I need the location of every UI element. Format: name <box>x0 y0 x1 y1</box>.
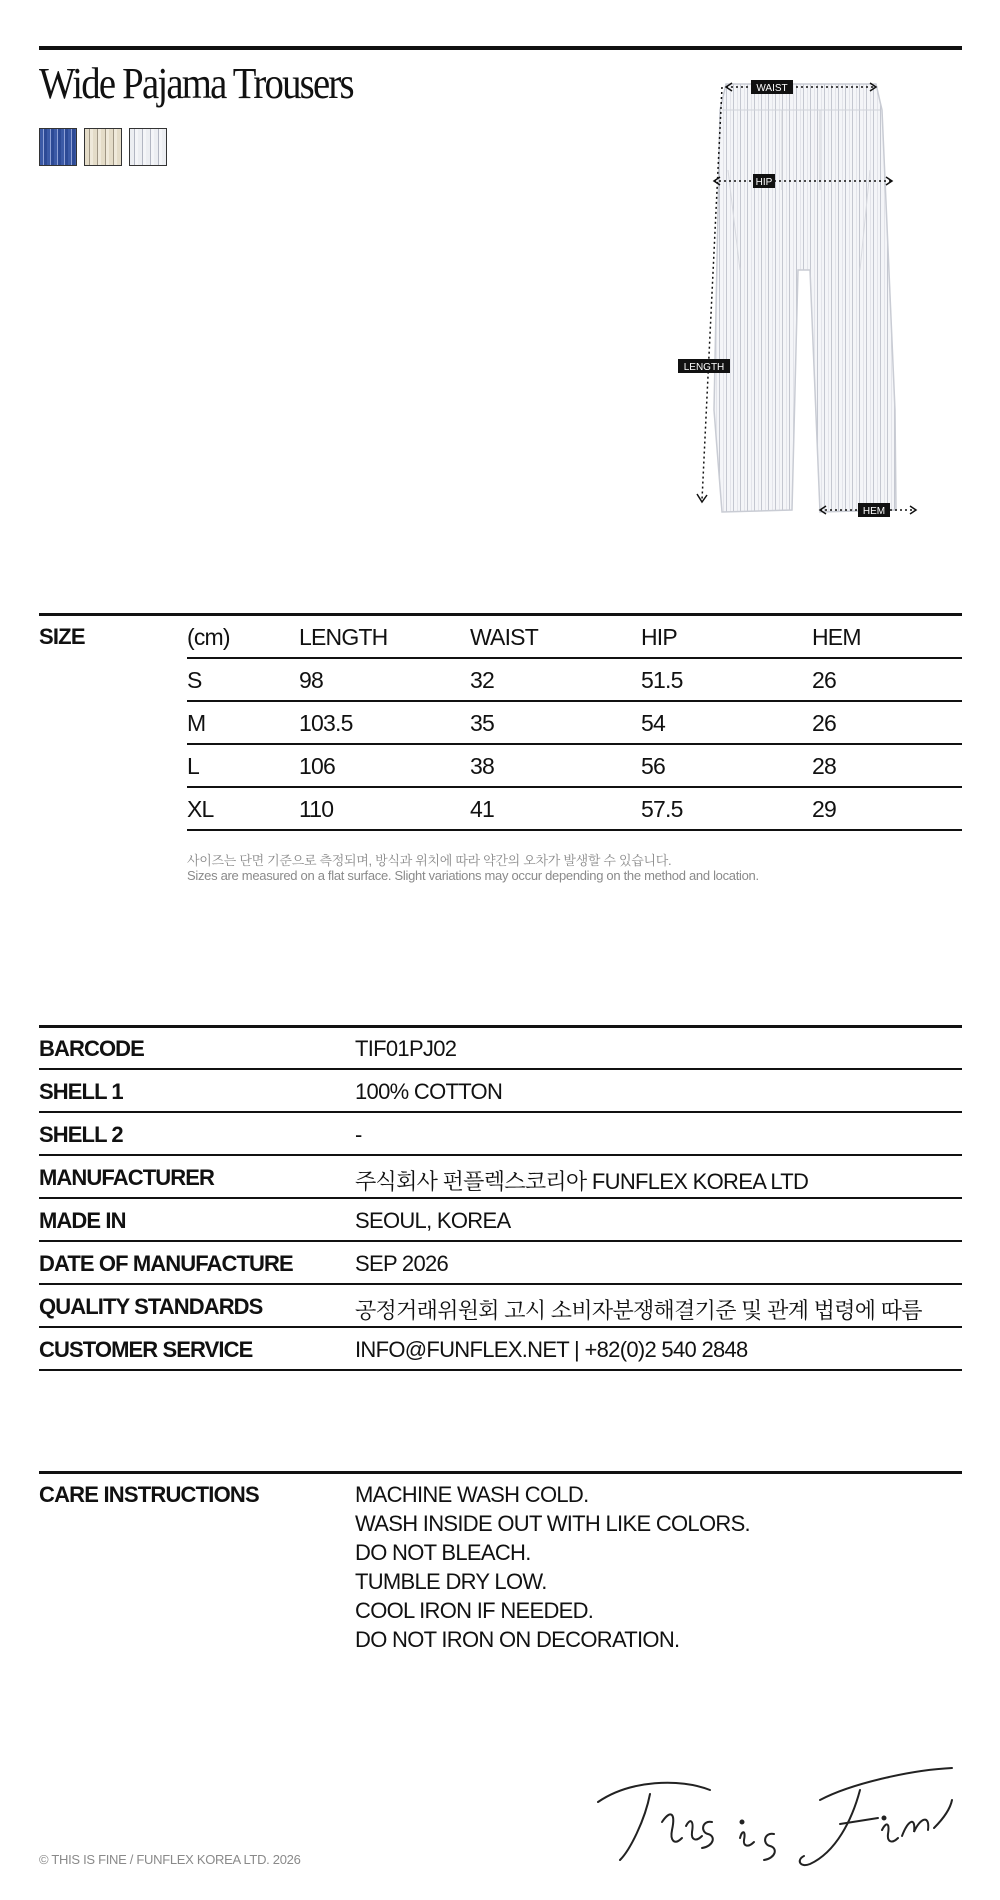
info-label-shell-2: SHELL 2 <box>39 1122 123 1147</box>
info-table-top-rule <box>39 1025 962 1028</box>
info-row-divider <box>39 1068 962 1070</box>
color-swatches <box>39 128 167 166</box>
info-row-divider <box>39 1197 962 1199</box>
size-cell: 57.5 <box>641 796 683 822</box>
info-row-divider <box>39 1240 962 1242</box>
info-row-divider <box>39 1154 962 1156</box>
info-table-bottom-rule <box>39 1369 962 1371</box>
size-section-label: SIZE <box>39 624 85 649</box>
info-value-shell-2: - <box>355 1122 362 1147</box>
info-label-customer-service: CUSTOMER SERVICE <box>39 1337 253 1362</box>
info-value-shell-1: 100% COTTON <box>355 1079 503 1104</box>
size-cell: 51.5 <box>641 667 683 693</box>
size-table-bottom-rule <box>187 829 962 831</box>
info-value-quality-standards: 공정거래위원회 고시 소비자분쟁해결기준 및 관계 법령에 따름 <box>355 1298 922 1323</box>
care-line: COOL IRON IF NEEDED. <box>355 1598 594 1623</box>
size-header-hip: HIP <box>641 624 677 650</box>
size-cell: XL <box>187 796 214 822</box>
care-section-label: CARE INSTRUCTIONS <box>39 1482 259 1507</box>
size-cell: 103.5 <box>299 710 353 736</box>
info-label-made-in: MADE IN <box>39 1208 126 1233</box>
product-title: Wide Pajama Trousers <box>39 59 353 108</box>
size-header-waist: WAIST <box>470 624 538 650</box>
size-cell: 98 <box>299 667 323 693</box>
size-cell: 32 <box>470 667 494 693</box>
size-cell: 106 <box>299 753 335 779</box>
size-header-hem: HEM <box>812 624 861 650</box>
size-note-english: Sizes are measured on a flat surface. Slight variations may occur depending on the method and location. <box>187 868 759 883</box>
info-label-barcode: BARCODE <box>39 1036 144 1061</box>
info-value-made-in: SEOUL, KOREA <box>355 1208 511 1233</box>
swatch-beige-stripe[interactable] <box>84 128 122 166</box>
size-cell: 35 <box>470 710 494 736</box>
info-value-barcode: TIF01PJ02 <box>355 1036 457 1061</box>
size-header-length: LENGTH <box>299 624 388 650</box>
size-row-divider <box>187 657 962 659</box>
hip-label: HIP <box>755 177 773 188</box>
size-cell: 54 <box>641 710 665 736</box>
info-value-customer-service[interactable]: INFO@FUNFLEX.NET | +82(0)2 540 2848 <box>355 1337 748 1362</box>
size-cell: 26 <box>812 710 836 736</box>
care-line: WASH INSIDE OUT WITH LIKE COLORS. <box>355 1511 750 1536</box>
size-note-korean: 사이즈는 단면 기준으로 측정되며, 방식과 위치에 따라 약간의 오차가 발생할 수 있습니다. <box>187 853 672 868</box>
info-value-manufacturer: 주식회사 펀플렉스코리아 FUNFLEX KOREA LTD <box>355 1169 809 1194</box>
trousers-measurement-diagram <box>670 70 940 530</box>
swatch-blue-stripe[interactable] <box>39 128 77 166</box>
trousers-illustration <box>714 84 896 512</box>
size-cell: 41 <box>470 796 494 822</box>
care-line: TUMBLE DRY LOW. <box>355 1569 547 1594</box>
info-row-divider <box>39 1326 962 1328</box>
top-rule <box>39 46 962 50</box>
care-line: MACHINE WASH COLD. <box>355 1482 589 1507</box>
care-line: DO NOT IRON ON DECORATION. <box>355 1627 680 1652</box>
care-line: DO NOT BLEACH. <box>355 1540 531 1565</box>
size-cell: L <box>187 753 199 779</box>
size-cell: 38 <box>470 753 494 779</box>
size-cell: 28 <box>812 753 836 779</box>
size-row-divider <box>187 700 962 702</box>
info-label-manufacturer: MANUFACTURER <box>39 1165 214 1190</box>
brand-signature-logo <box>590 1760 960 1880</box>
footer-copyright: © THIS IS FINE / FUNFLEX KOREA LTD. 2026 <box>39 1852 301 1867</box>
size-header-unit: (cm) <box>187 624 230 650</box>
hem-label: HEM <box>862 506 886 517</box>
size-cell: S <box>187 667 202 693</box>
size-row-divider <box>187 743 962 745</box>
info-value-date-of-manufacture: SEP 2026 <box>355 1251 449 1276</box>
care-top-rule <box>39 1471 962 1474</box>
size-cell: 26 <box>812 667 836 693</box>
size-row-divider <box>187 786 962 788</box>
info-row-divider <box>39 1283 962 1285</box>
size-cell: M <box>187 710 206 736</box>
size-cell: 110 <box>299 796 334 822</box>
size-cell: 29 <box>812 796 836 822</box>
size-table-top-rule <box>39 613 962 616</box>
info-label-shell-1: SHELL 1 <box>39 1079 123 1104</box>
length-label: LENGTH <box>683 362 725 373</box>
info-label-quality-standards: QUALITY STANDARDS <box>39 1294 263 1319</box>
info-row-divider <box>39 1111 962 1113</box>
swatch-grey-stripe[interactable] <box>129 128 167 166</box>
size-cell: 56 <box>641 753 665 779</box>
waist-label: WAIST <box>756 83 788 94</box>
info-label-date-of-manufacture: DATE OF MANUFACTURE <box>39 1251 293 1276</box>
